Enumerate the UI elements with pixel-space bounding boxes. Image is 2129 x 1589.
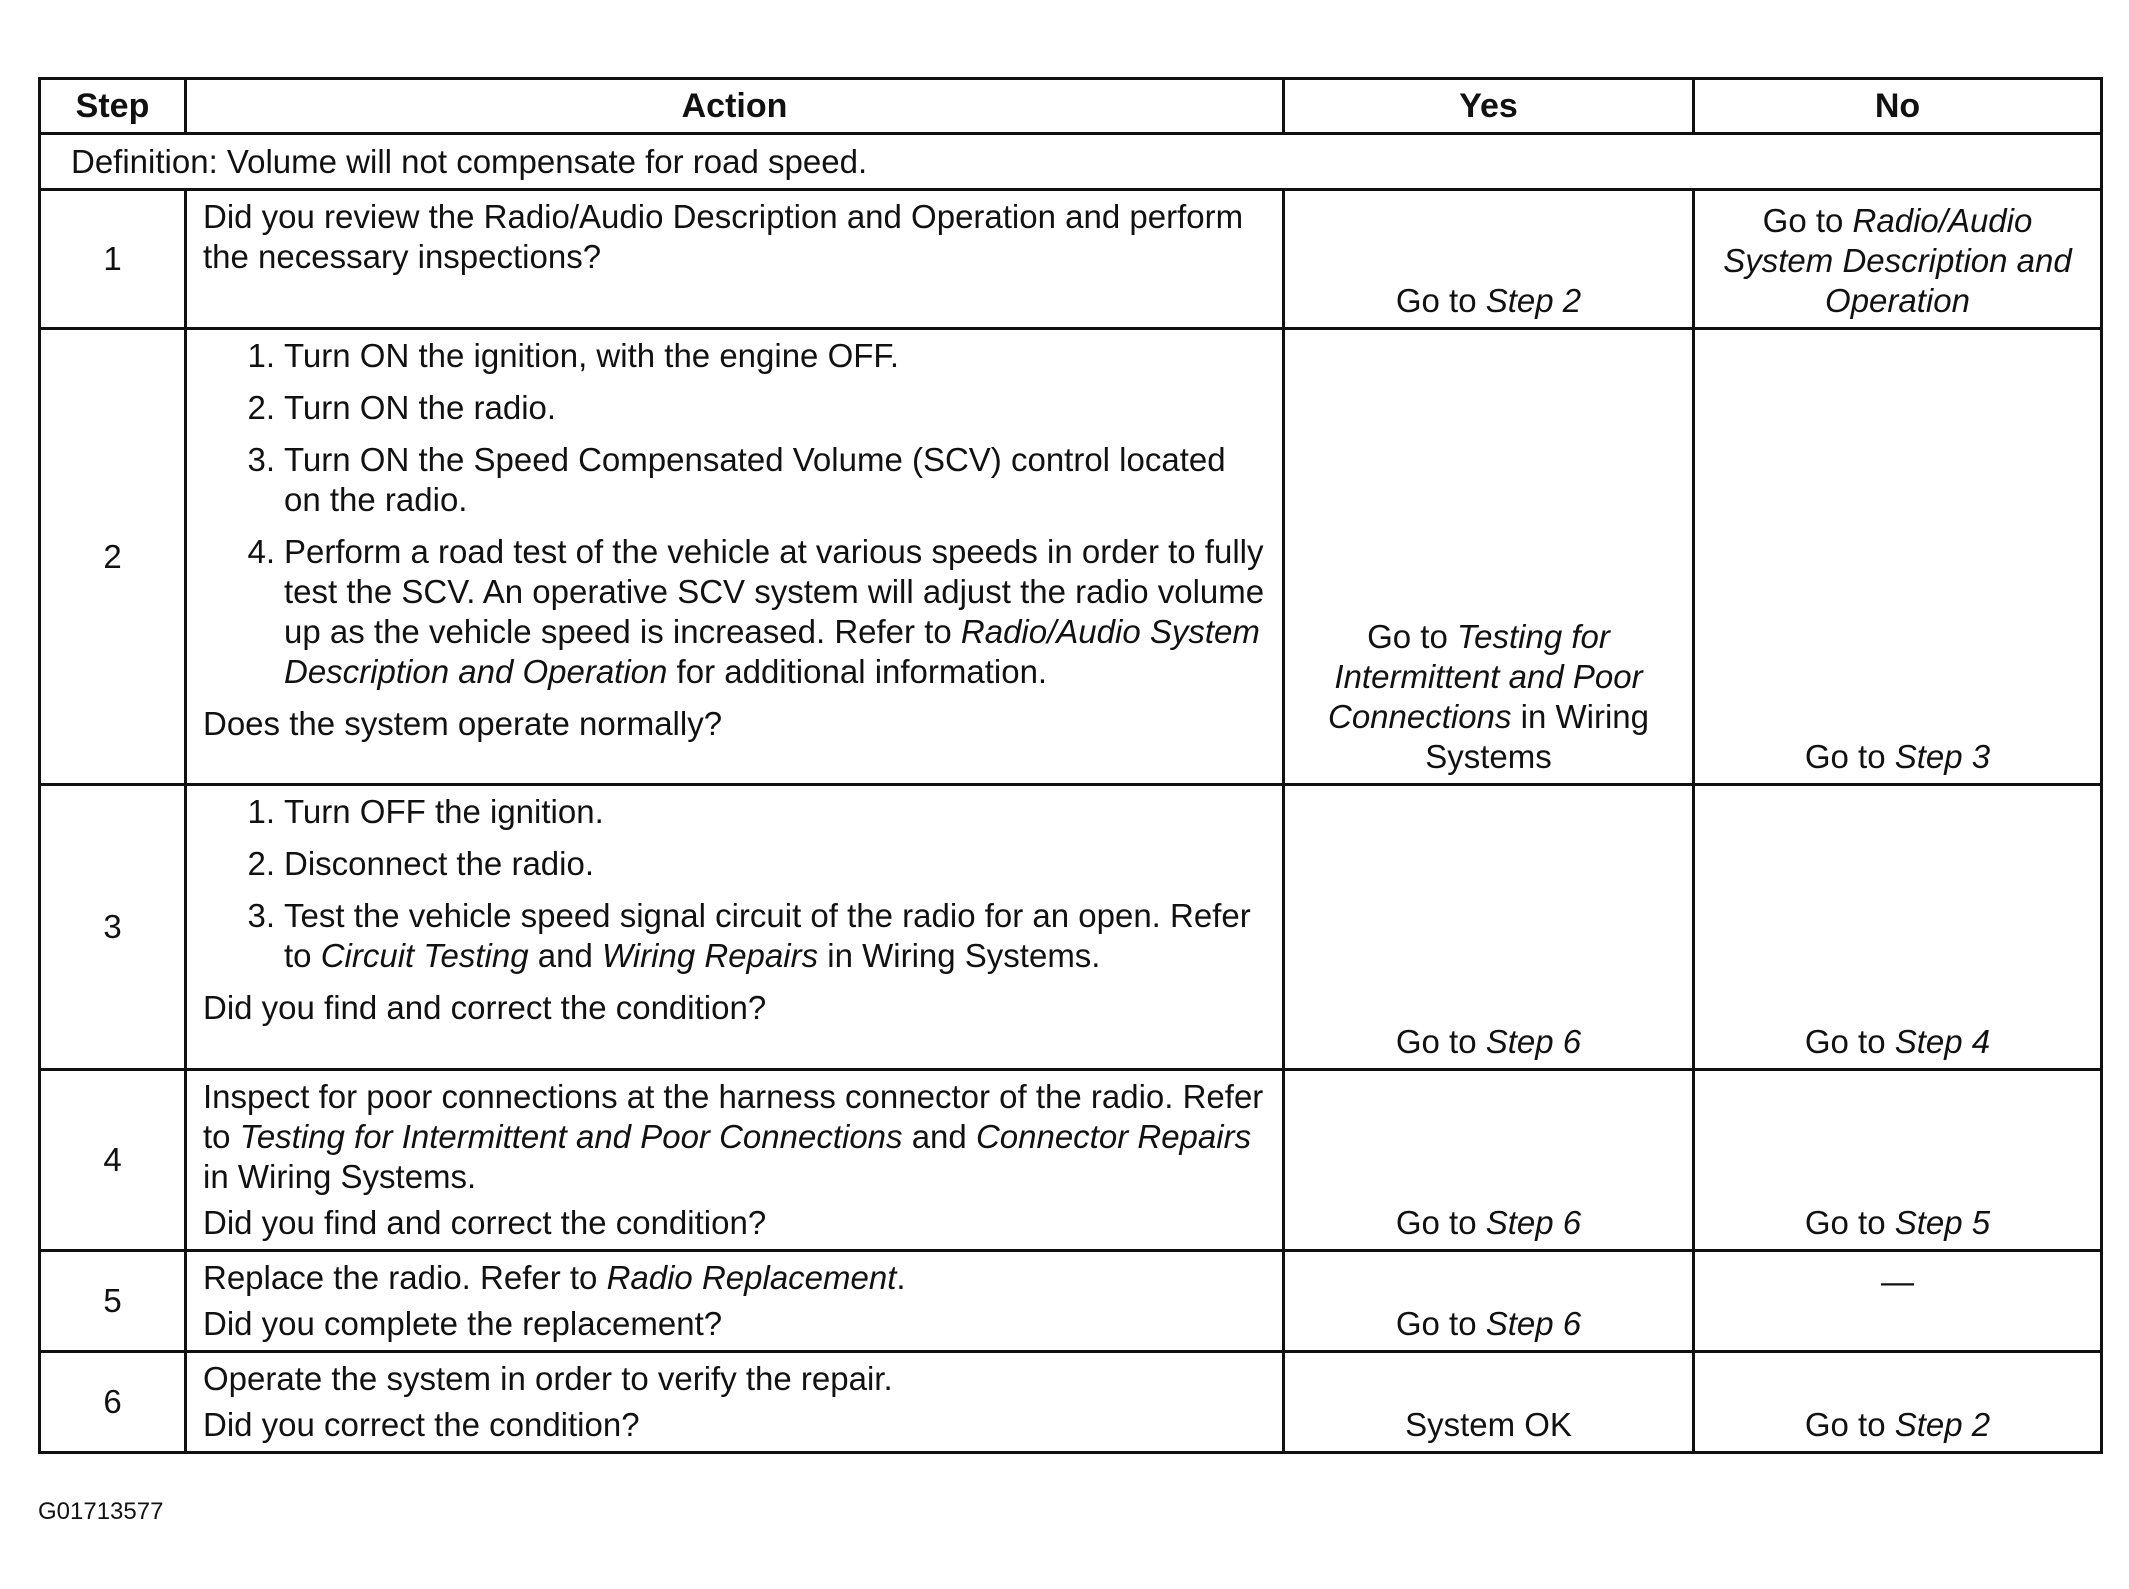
- yes-link[interactable]: Step 6: [1485, 1023, 1582, 1060]
- header-yes: Yes: [1284, 79, 1694, 134]
- table-row: [40, 785, 2102, 1070]
- yes-cell: [1284, 1352, 1694, 1453]
- reference-link[interactable]: Wiring Repairs: [601, 937, 819, 974]
- yes-cell: [1284, 1251, 1694, 1352]
- step-number: 6: [40, 1352, 186, 1453]
- no-cell: [1694, 1352, 2102, 1453]
- step-number: 5: [40, 1251, 186, 1352]
- no-cell: [1694, 785, 2102, 1070]
- header-step: Step: [40, 79, 186, 134]
- action-cell: [186, 190, 1284, 329]
- action-list: [203, 336, 1268, 692]
- definition-text: Definition: Volume will not compensate for road speed.: [40, 134, 2102, 190]
- reference-link[interactable]: Connector Repairs: [975, 1118, 1252, 1155]
- action-cell: [186, 1251, 1284, 1352]
- header-action: Action: [186, 79, 1284, 134]
- table-row: [40, 1352, 2102, 1453]
- list-item: 1. Turn OFF the ignition.: [247, 793, 604, 830]
- no-prefix: Go to: [1804, 1204, 1895, 1241]
- yes-link[interactable]: Testing for Intermittent and Poor Connections: [1328, 618, 1643, 735]
- no-dash: —: [1881, 1263, 1914, 1300]
- no-cell: [1694, 1251, 2102, 1352]
- header-no: No: [1694, 79, 2102, 134]
- step-number: 2: [40, 329, 186, 785]
- list-item: 4. Perform a road test of the vehicle at various speeds in order to fully test the SCV. An operative SCV system will adjust the radio volume up as the vehicle speed is increased. Refer to Radio/Audio System Description and Operation for additional information.: [247, 533, 1265, 690]
- yes-cell: [1284, 190, 1694, 329]
- no-link[interactable]: Step 5: [1894, 1204, 1991, 1241]
- table-row: [40, 190, 2102, 329]
- reference-link[interactable]: Circuit Testing: [320, 937, 529, 974]
- yes-link[interactable]: Step 2: [1485, 282, 1582, 319]
- action-text: Replace the radio. Refer to Radio Replacement.: [203, 1259, 906, 1296]
- action-question: Did you correct the condition?: [203, 1406, 640, 1443]
- list-item: 2. Turn ON the radio.: [247, 389, 557, 426]
- yes-text: System OK: [1405, 1406, 1572, 1443]
- action-cell: [186, 1352, 1284, 1453]
- action-question: Did you find and correct the condition?: [203, 1204, 767, 1241]
- yes-cell: [1284, 1070, 1694, 1251]
- header-row: [40, 79, 2102, 134]
- yes-link[interactable]: Step 6: [1485, 1305, 1582, 1342]
- no-link[interactable]: Step 3: [1894, 738, 1991, 775]
- reference-link[interactable]: Radio Replacement: [606, 1259, 897, 1296]
- action-cell: [186, 785, 1284, 1070]
- no-link[interactable]: Step 2: [1894, 1406, 1991, 1443]
- list-item: 3. Turn ON the Speed Compensated Volume (SCV) control located on the radio.: [247, 441, 1226, 518]
- no-prefix: Go to: [1804, 738, 1895, 775]
- action-text: Inspect for poor connections at the harness connector of the radio. Refer to Testing for Intermittent and Poor Connections and Connector Repairs in Wiring Systems.: [203, 1078, 1264, 1195]
- yes-prefix: Go to: [1395, 1305, 1486, 1342]
- yes-suffix: in Wiring Systems: [1425, 698, 1649, 775]
- yes-prefix: Go to: [1395, 282, 1486, 319]
- table-row: [40, 1070, 2102, 1251]
- reference-link[interactable]: Testing for Intermittent and Poor Connections: [239, 1118, 903, 1155]
- list-item: 2. Disconnect the radio.: [247, 845, 595, 882]
- yes-prefix: Go to: [1395, 1023, 1486, 1060]
- no-cell: [1694, 329, 2102, 785]
- table-row: [40, 1251, 2102, 1352]
- no-cell: [1694, 190, 2102, 329]
- action-cell: [186, 329, 1284, 785]
- list-item: 1. Turn ON the ignition, with the engine OFF.: [247, 337, 900, 374]
- action-text: Operate the system in order to verify the repair.: [203, 1360, 893, 1397]
- action-question: Did you complete the replacement?: [203, 1305, 723, 1342]
- yes-prefix: Go to: [1395, 1204, 1486, 1241]
- yes-cell: [1284, 329, 1694, 785]
- no-prefix: Go to: [1762, 202, 1853, 239]
- yes-prefix: Go to: [1367, 618, 1457, 655]
- diagnostic-table: [38, 77, 2103, 1454]
- step-number: 4: [40, 1070, 186, 1251]
- no-cell: [1694, 1070, 2102, 1251]
- no-link[interactable]: Radio/Audio System Description and Operation: [1723, 202, 2072, 319]
- action-question: Did you review the Radio/Audio Description and Operation and perform the necessary inspections?: [203, 198, 1244, 275]
- no-prefix: Go to: [1804, 1023, 1895, 1060]
- yes-link[interactable]: Step 6: [1485, 1204, 1582, 1241]
- step-number: 1: [40, 190, 186, 329]
- list-item: 3. Test the vehicle speed signal circuit of the radio for an open. Refer to Circuit Testing and Wiring Repairs in Wiring Systems.: [247, 897, 1251, 974]
- step-number: 3: [40, 785, 186, 1070]
- no-prefix: Go to: [1804, 1406, 1895, 1443]
- action-list: [203, 792, 1268, 976]
- action-question: Did you find and correct the condition?: [203, 989, 767, 1026]
- yes-cell: [1284, 785, 1694, 1070]
- table-row: [40, 329, 2102, 785]
- action-question: Does the system operate normally?: [203, 705, 723, 742]
- no-link[interactable]: Step 4: [1894, 1023, 1991, 1060]
- action-cell: [186, 1070, 1284, 1251]
- figure-id: G01713577: [38, 1498, 164, 1525]
- reference-link[interactable]: Radio/Audio System Description and Operation: [284, 613, 1260, 690]
- definition-row: [40, 134, 2102, 190]
